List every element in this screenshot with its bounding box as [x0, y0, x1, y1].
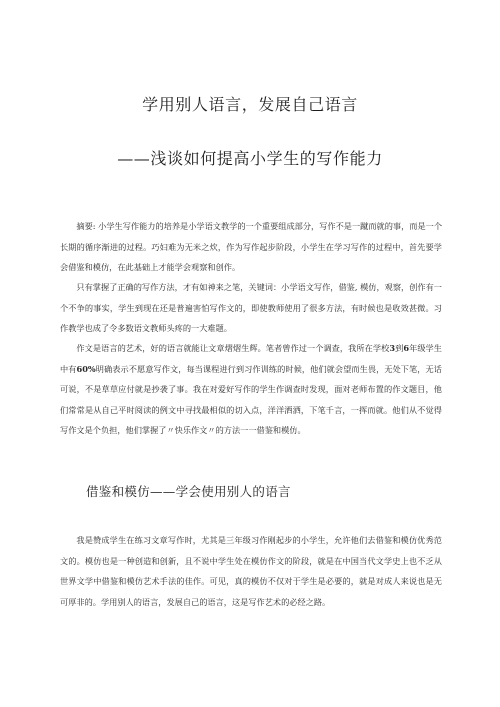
document-subtitle: ——浅谈如何提高小学生的写作能力 [117, 149, 383, 168]
text-span: 明确表示不愿意写作文，每当课程进行到习作训练的时候，他们就会望而生畏，无处下笔，无话可说，不是草草应付就是抄袭了事。我在对爱好写作的学生作调查时发现，面对老师布置的作文题目，他们常常是从自己平时阅读的例文中寻找最相似的切入点，洋洋洒洒，下笔千言，一挥而就。他们从不觉得写作文是个负担，他们掌握了〃快乐作文〃的方法一一借鉴和模仿。 [60, 363, 442, 436]
survey-paragraph [60, 338, 442, 441]
text-span: 作文是语言的艺术，好的语言就能让文章熠熠生辉。笔者曾作过一个调查，我所在学校 [76, 343, 390, 354]
keywords-paragraph: 只有掌握了正确的写作方法，才有如神来之笔，关键词：小学语文写作，借鉴, 模仿，观察，创作有一个不争的事实，学生到现在还是普遍害怕写作文的，即使教师使用了很多方法，有时候也是收效甚微。习作教学也成了令多数语文教师头疼的一大难题。 [60, 282, 442, 334]
abstract-paragraph: 摘要: 小学生写作能力的培养是小学语文教学的一个重要组成部分，写作不是一蹴而就的事，而是一个长期的循序渐进的过程。巧妇难为无米之炊，作为写作起步阶段，小学生在学习写作的过程中，首先要学会借鉴和模仿，在此基础上才能学会观察和创作。 [60, 221, 443, 273]
number-span: 60% [76, 363, 96, 374]
number-span: 6 [403, 343, 410, 354]
document-title: 学用别人语言，发展自己语言 [142, 95, 358, 114]
section-paragraph: 我是赞成学生在练习文章写作时，尤其是三年级习作刚起步的小学生，允许他们去借鉴和模仿优秀范文的。模仿也是一种创造和创新，且不说中学生处在模仿作文的阶段，就是在中国当代文学史上也不乏从世界文学中借鉴和模仿艺术手法的佳作。可见，真的模仿不仅对于学生是必要的，就是对成人来说也是无可厚非的。学用别人的语言，发展自己的语言，这是写作艺术的必经之路。 [60, 535, 442, 607]
section-heading: 借鉴和模仿——学会使用别人的语言 [86, 484, 291, 499]
number-span: 3 [389, 343, 396, 354]
text-span: 到 [395, 343, 404, 354]
text-span: 年级学生中有 [60, 343, 442, 374]
